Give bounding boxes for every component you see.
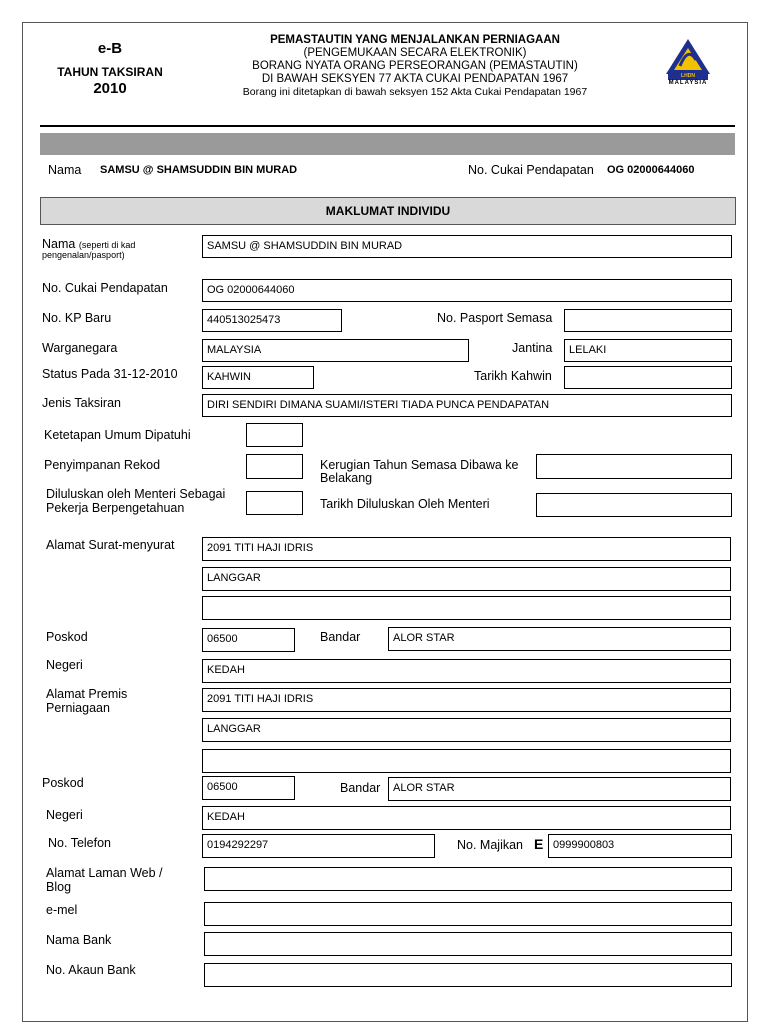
alamat-surat-line3[interactable] <box>202 596 731 620</box>
alamat-premis-line2[interactable]: LANGGAR <box>202 718 731 742</box>
nama-field[interactable]: SAMSU @ SHAMSUDDIN BIN MURAD <box>202 235 732 258</box>
form-subtitle-2: BORANG NYATA ORANG PERSEORANGAN (PEMASTAUTIN) <box>252 60 578 72</box>
alamat-surat-label: Alamat Surat-menyurat <box>46 538 175 552</box>
bandar-label-1: Bandar <box>320 630 361 644</box>
jenis-taksiran-field[interactable]: DIRI SENDIRI DIMANA SUAMI/ISTERI TIADA PUNCA PENDAPATAN <box>202 394 732 417</box>
kerugian-label: Kerugian Tahun Semasa Dibawa ke Belakang <box>320 458 519 485</box>
diluluskan-field[interactable] <box>246 491 303 515</box>
kerugian-field[interactable] <box>536 454 732 479</box>
section-title-maklumat-individu: MAKLUMAT INDIVIDU <box>40 197 736 225</box>
bandar-label-2: Bandar <box>340 781 381 795</box>
nama-bank-label: Nama Bank <box>46 933 112 947</box>
laman-web-field[interactable] <box>204 867 732 891</box>
warganegara-field[interactable]: MALAYSIA <box>202 339 469 362</box>
no-akaun-field[interactable] <box>204 963 732 987</box>
ketetapan-label: Ketetapan Umum Dipatuhi <box>44 428 191 442</box>
jantina-field[interactable]: LELAKI <box>564 339 732 362</box>
poskod-field-1[interactable]: 06500 <box>202 628 295 652</box>
negeri-field-1[interactable]: KEDAH <box>202 659 731 683</box>
no-kp-label: No. KP Baru <box>42 311 112 325</box>
jantina-label: Jantina <box>512 341 553 355</box>
no-kp-field[interactable]: 440513025473 <box>202 309 342 332</box>
no-cukai-label: No. Cukai Pendapatan <box>42 281 168 295</box>
bandar-field-1[interactable]: ALOR STAR <box>388 627 731 651</box>
penyimpanan-field[interactable] <box>246 454 303 479</box>
poskod-label-1: Poskod <box>46 630 88 644</box>
jenis-taksiran-label: Jenis Taksiran <box>42 396 121 410</box>
summary-name-label: Nama <box>48 163 82 177</box>
tarikh-kahwin-label: Tarikh Kahwin <box>474 369 552 383</box>
bandar-field-2[interactable]: ALOR STAR <box>388 777 731 801</box>
logo-text-lhdn: LHDN <box>681 73 695 79</box>
no-akaun-label: No. Akaun Bank <box>46 963 136 977</box>
warganegara-label: Warganegara <box>42 341 118 355</box>
summary-tax-label: No. Cukai Pendapatan <box>468 163 594 177</box>
form-code: e-B <box>97 40 123 57</box>
laman-web-label: Alamat Laman Web / Blog <box>46 866 163 894</box>
nama-label: Nama (seperti di kad <box>42 237 136 251</box>
lhdn-logo <box>658 36 718 88</box>
ketetapan-field[interactable] <box>246 423 303 447</box>
no-pasport-field[interactable] <box>564 309 732 332</box>
tarikh-kahwin-field[interactable] <box>564 366 732 389</box>
negeri-label-2: Negeri <box>46 808 83 822</box>
alamat-premis-label: Alamat Premis Perniagaan <box>46 687 128 715</box>
alamat-surat-line2[interactable]: LANGGAR <box>202 567 731 591</box>
form-subtitle-3: DI BAWAH SEKSYEN 77 AKTA CUKAI PENDAPATAN 1967 <box>261 73 569 85</box>
status-label: Status Pada 31-12-2010 <box>42 367 178 381</box>
form-title: PEMASTAUTIN YANG MENJALANKAN PERNIAGAAN <box>270 34 560 46</box>
header-rule <box>40 125 735 127</box>
diluluskan-label: Diluluskan oleh Menteri Sebagai Pekerja Berpengetahuan <box>46 487 226 515</box>
no-telefon-label: No. Telefon <box>48 836 112 850</box>
assessment-year: 2010 <box>93 80 127 97</box>
year-label: TAHUN TAKSIRAN <box>57 65 163 79</box>
no-majikan-label: No. Majikan <box>457 838 523 852</box>
alamat-surat-line1[interactable]: 2091 TITI HAJI IDRIS <box>202 537 731 561</box>
majikan-prefix: E <box>534 836 544 852</box>
logo-text-malaysia: MALAYSIA <box>668 80 708 86</box>
emel-label: e-mel <box>46 903 78 917</box>
no-pasport-label: No. Pasport Semasa <box>437 311 553 325</box>
form-subtitle-4: Borang ini ditetapkan di bawah seksyen 152 Akta Cukai Pendapatan 1967 <box>242 86 588 98</box>
emel-field[interactable] <box>204 902 732 926</box>
poskod-label-2: Poskod <box>42 776 84 790</box>
tarikh-diluluskan-label: Tarikh Diluluskan Oleh Menteri <box>320 497 490 511</box>
status-field[interactable]: KAHWIN <box>202 366 314 389</box>
poskod-field-2[interactable]: 06500 <box>202 776 295 800</box>
penyimpanan-label: Penyimpanan Rekod <box>44 458 161 472</box>
no-majikan-field[interactable]: 0999900803 <box>548 834 732 858</box>
no-cukai-field[interactable]: OG 02000644060 <box>202 279 732 302</box>
alamat-premis-line1[interactable]: 2091 TITI HAJI IDRIS <box>202 688 731 712</box>
form-subtitle-1: (PENGEMUKAAN SECARA ELEKTRONIK) <box>303 47 527 59</box>
nama-bank-field[interactable] <box>204 932 732 956</box>
nama-note: pengenalan/pasport) <box>42 250 125 260</box>
no-telefon-field[interactable]: 0194292297 <box>202 834 435 858</box>
alamat-premis-line3[interactable] <box>202 749 731 773</box>
negeri-label-1: Negeri <box>46 658 83 672</box>
summary-tax-value: OG 02000644060 <box>607 164 695 176</box>
negeri-field-2[interactable]: KEDAH <box>202 806 731 830</box>
header-gray-bar <box>40 133 735 155</box>
tarikh-diluluskan-field[interactable] <box>536 493 732 517</box>
summary-name-value: SAMSU @ SHAMSUDDIN BIN MURAD <box>100 164 298 176</box>
